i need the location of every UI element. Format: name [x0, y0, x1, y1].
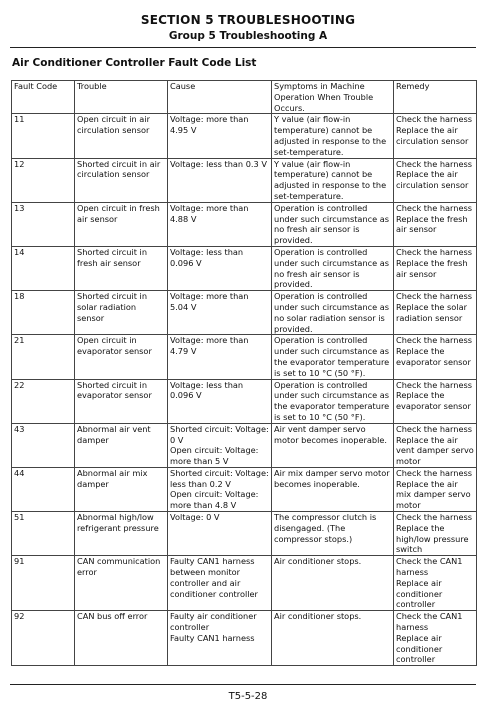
column-header-cause: Cause	[168, 81, 272, 114]
table-row	[12, 246, 477, 290]
cause-cell: Faulty air conditioner controller Faulty CAN1 harness	[168, 611, 272, 666]
table-row	[12, 291, 477, 335]
fault-code-cell: 91	[12, 556, 75, 611]
group-title: Group 5 Troubleshooting A	[168, 30, 328, 42]
remedy-cell: Check the harness Replace the high/low pressure switch	[394, 512, 477, 556]
symptom-cell: Air vent damper servo motor becomes inoperable.	[272, 423, 394, 467]
symptom-cell: Air conditioner stops.	[272, 556, 394, 611]
trouble-cell: Open circuit in evaporator sensor	[75, 335, 168, 379]
cause-cell: Shorted circuit: Voltage: less than 0.2 V Open circuit: Voltage: more than 4.8 V	[168, 467, 272, 511]
table-row	[12, 379, 477, 423]
symptom-cell: Air mix damper servo motor becomes inoperable.	[272, 467, 394, 511]
remedy-cell: Check the CAN1 harness Replace air conditioner controller	[394, 556, 477, 611]
fault-code-cell: 14	[12, 246, 75, 290]
table-row	[12, 114, 477, 158]
symptom-cell: Operation is controlled under such circumstance as no solar radiation sensor is provided.	[272, 291, 394, 335]
trouble-cell: Shorted circuit in evaporator sensor	[75, 379, 168, 423]
fault-code-table	[11, 80, 477, 666]
page-number: T5-5-28	[228, 691, 268, 702]
cause-cell: Voltage: more than 5.04 V	[168, 291, 272, 335]
symptom-cell: Y value (air flow-in temperature) cannot be adjusted in response to the set-temperature.	[272, 158, 394, 202]
remedy-cell: Check the harness Replace the air circulation sensor	[394, 158, 477, 202]
trouble-cell: Abnormal air vent damper	[75, 423, 168, 467]
trouble-cell: Open circuit in air circulation sensor	[75, 114, 168, 158]
symptom-cell: Air conditioner stops.	[272, 611, 394, 666]
cause-cell: Faulty CAN1 harness between monitor controller and air conditioner controller	[168, 556, 272, 611]
symptom-cell: Operation is controlled under such circumstance as no fresh air sensor is provided.	[272, 246, 394, 290]
cause-cell: Shorted circuit: Voltage: 0 V Open circuit: Voltage: more than 5 V	[168, 423, 272, 467]
symptom-cell: Operation is controlled under such circumstance as no fresh air sensor is provided.	[272, 202, 394, 246]
trouble-cell: Shorted circuit in solar radiation sensor	[75, 291, 168, 335]
trouble-cell: CAN bus off error	[75, 611, 168, 666]
table-row	[12, 202, 477, 246]
symptom-cell: The compressor clutch is disengaged. (The compressor stops.)	[272, 512, 394, 556]
table-row	[12, 158, 477, 202]
column-header-fault-code: Fault Code	[12, 81, 75, 114]
trouble-cell: Open circuit in fresh air sensor	[75, 202, 168, 246]
fault-code-cell: 43	[12, 423, 75, 467]
cause-cell: Voltage: more than 4.95 V	[168, 114, 272, 158]
symptom-cell: Operation is controlled under such circumstance as the evaporator temperature is set to 10 °C (50 °F).	[272, 379, 394, 423]
trouble-cell: CAN communication error	[75, 556, 168, 611]
fault-code-cell: 13	[12, 202, 75, 246]
fault-code-cell: 51	[12, 512, 75, 556]
fault-code-cell: 11	[12, 114, 75, 158]
top-divider	[10, 47, 476, 48]
fault-code-cell: 92	[12, 611, 75, 666]
bottom-divider	[10, 684, 476, 685]
table-row	[12, 467, 477, 511]
trouble-cell: Shorted circuit in fresh air sensor	[75, 246, 168, 290]
table-row	[12, 423, 477, 467]
cause-cell: Voltage: less than 0.096 V	[168, 379, 272, 423]
remedy-cell: Check the CAN1 harness Replace air conditioner controller	[394, 611, 477, 666]
remedy-cell: Check the harness Replace the air circulation sensor	[394, 114, 477, 158]
trouble-cell: Shorted circuit in air circulation sensor	[75, 158, 168, 202]
cause-cell: Voltage: more than 4.79 V	[168, 335, 272, 379]
cause-cell: Voltage: less than 0.3 V	[168, 158, 272, 202]
column-header-symptoms: Symptoms in Machine Operation When Trouble Occurs.	[272, 81, 394, 114]
remedy-cell: Check the harness Replace the air vent damper servo motor	[394, 423, 477, 467]
table-header-row	[12, 81, 477, 114]
fault-code-cell: 22	[12, 379, 75, 423]
table-row	[12, 335, 477, 379]
list-title: Air Conditioner Controller Fault Code List	[12, 57, 257, 69]
table-row	[12, 512, 477, 556]
cause-cell: Voltage: less than 0.096 V	[168, 246, 272, 290]
cause-cell: Voltage: more than 4.88 V	[168, 202, 272, 246]
trouble-cell: Abnormal high/low refrigerant pressure	[75, 512, 168, 556]
remedy-cell: Check the harness Replace the fresh air sensor	[394, 246, 477, 290]
fault-code-cell: 12	[12, 158, 75, 202]
trouble-cell: Abnormal air mix damper	[75, 467, 168, 511]
cause-cell: Voltage: 0 V	[168, 512, 272, 556]
section-title: SECTION 5 TROUBLESHOOTING	[140, 13, 356, 27]
remedy-cell: Check the harness Replace the solar radiation sensor	[394, 291, 477, 335]
column-header-remedy: Remedy	[394, 81, 477, 114]
table-row	[12, 611, 477, 666]
symptom-cell: Y value (air flow-in temperature) cannot be adjusted in response to the set-temperature.	[272, 114, 394, 158]
remedy-cell: Check the harness Replace the evaporator sensor	[394, 335, 477, 379]
fault-code-cell: 21	[12, 335, 75, 379]
remedy-cell: Check the harness Replace the fresh air sensor	[394, 202, 477, 246]
fault-code-cell: 44	[12, 467, 75, 511]
table-row	[12, 556, 477, 611]
fault-code-cell: 18	[12, 291, 75, 335]
column-header-trouble: Trouble	[75, 81, 168, 114]
remedy-cell: Check the harness Replace the air mix damper servo motor	[394, 467, 477, 511]
remedy-cell: Check the harness Replace the evaporator sensor	[394, 379, 477, 423]
symptom-cell: Operation is controlled under such circumstance as the evaporator temperature is set to 10 °C (50 °F).	[272, 335, 394, 379]
